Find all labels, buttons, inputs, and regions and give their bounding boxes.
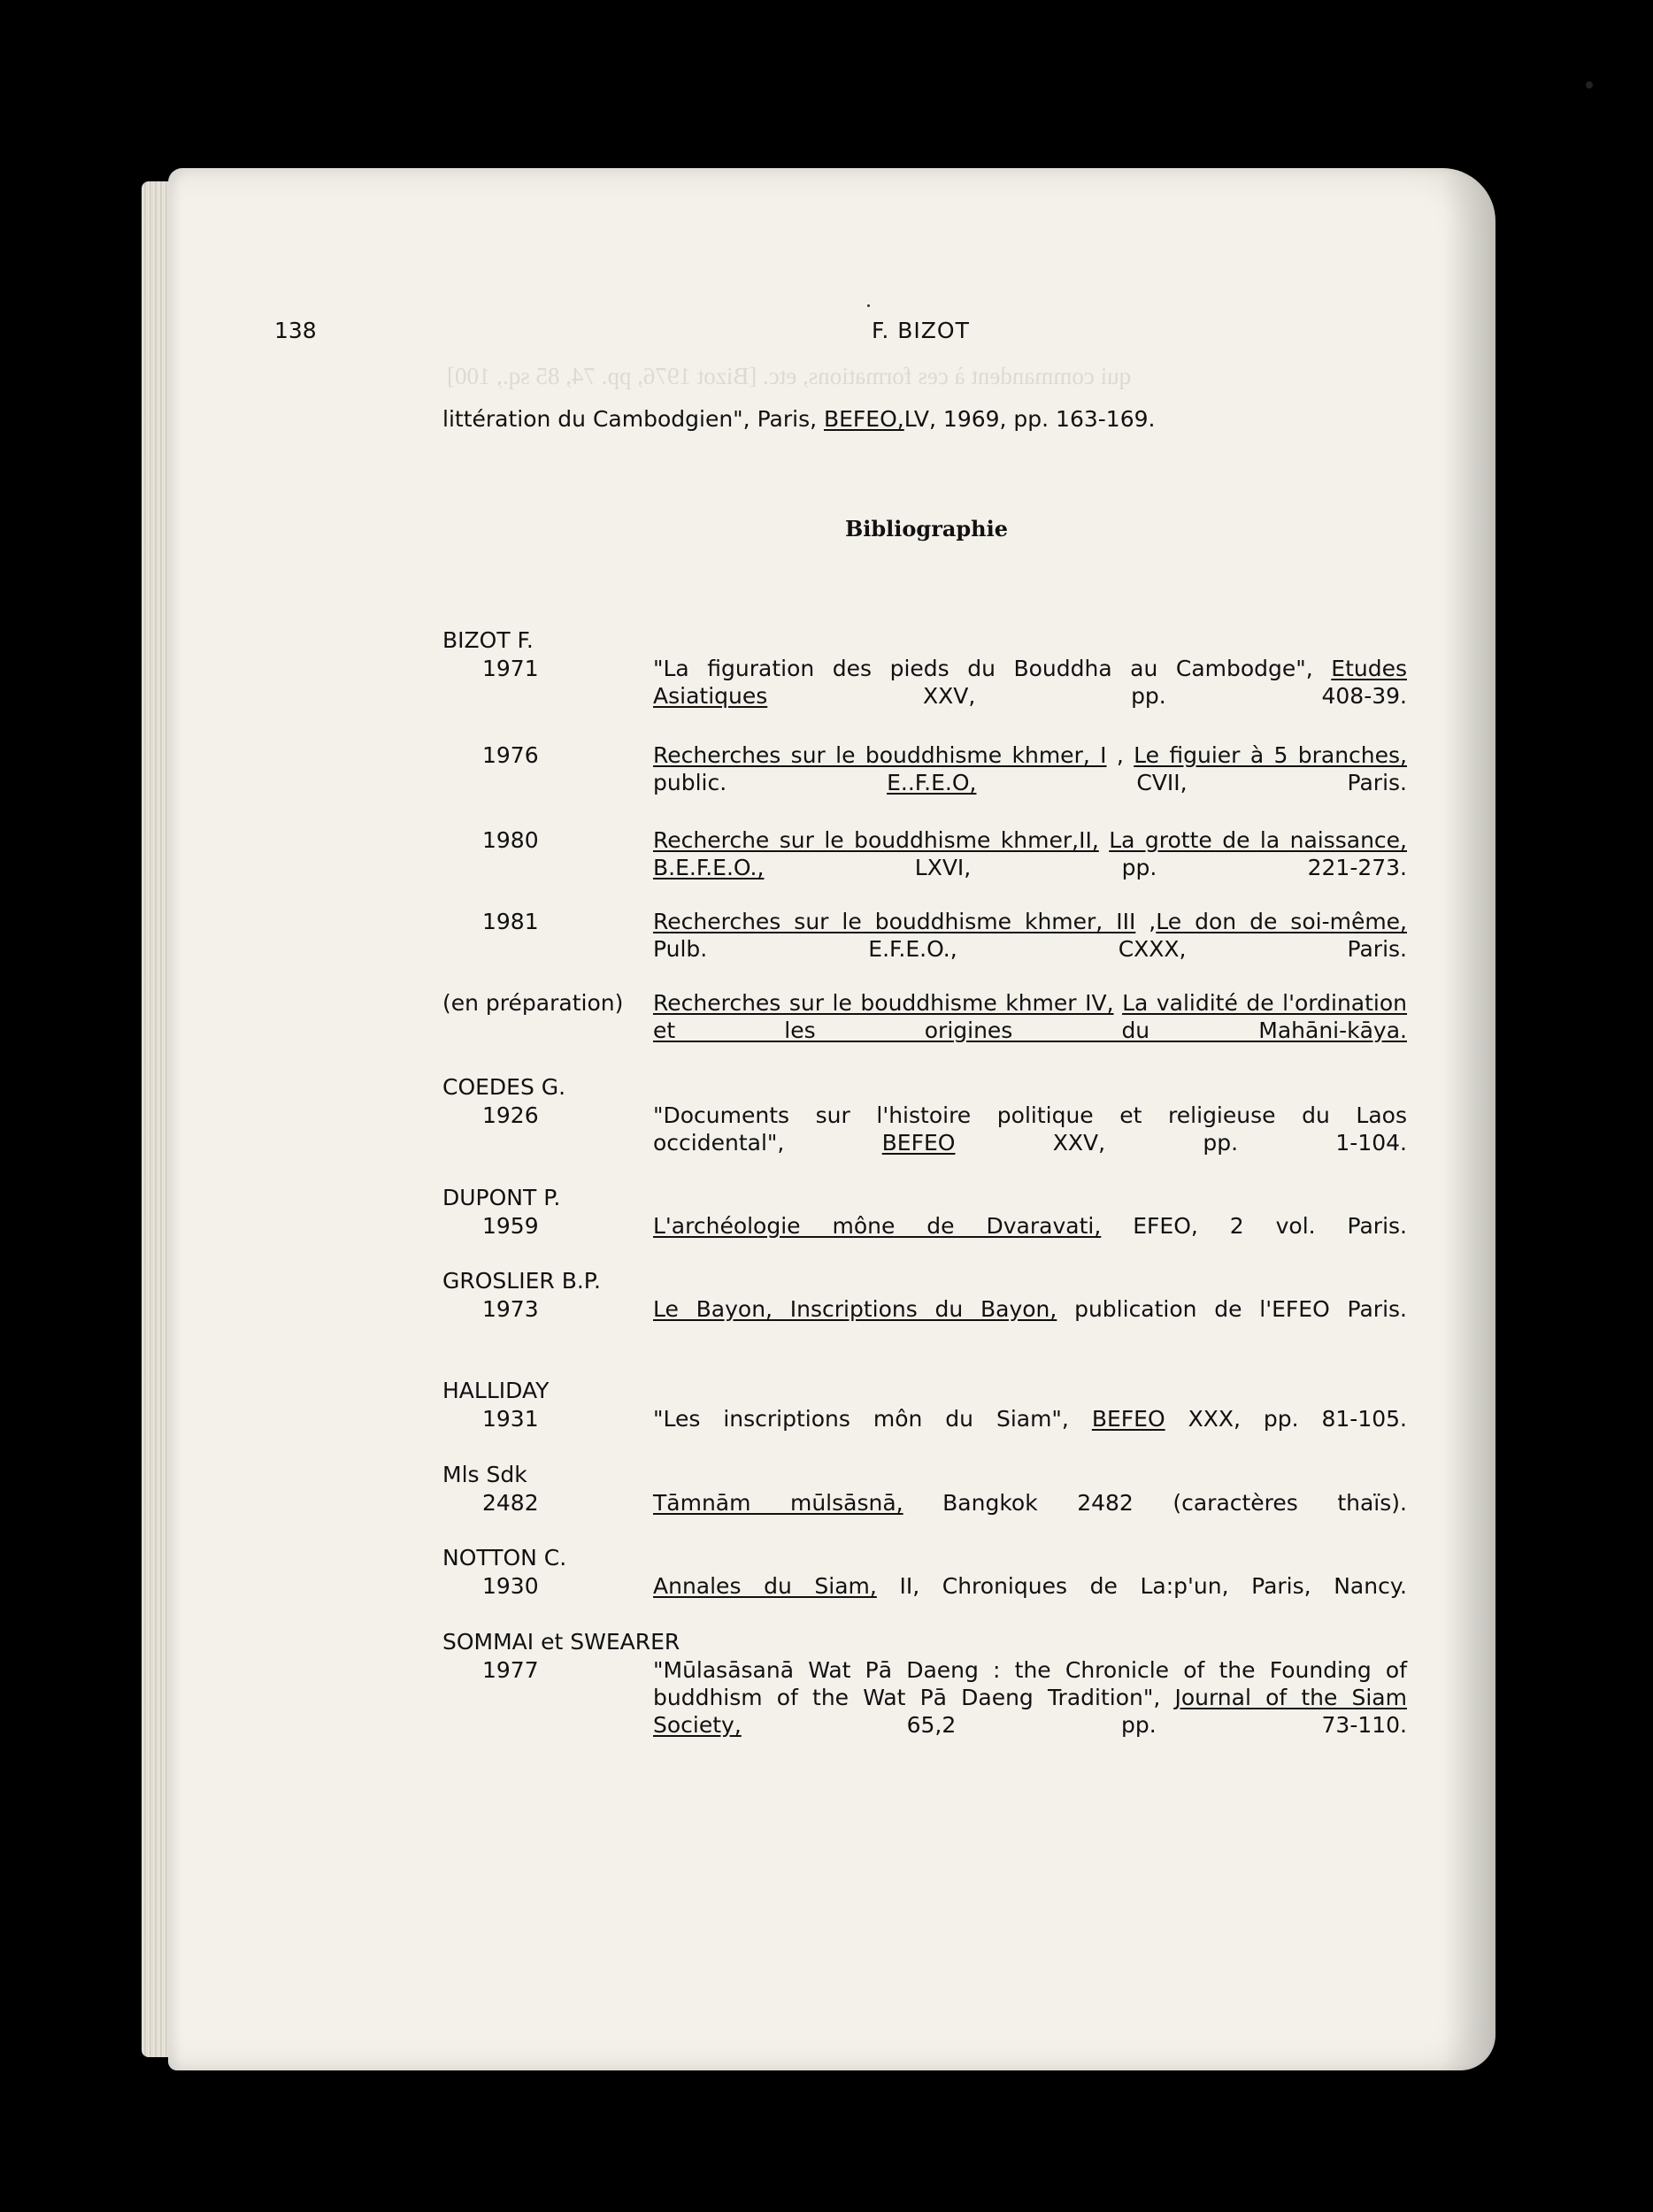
bib-entry-text <box>653 655 1407 710</box>
entry-part: II, Chroniques de La:p'un, Paris, Nancy. <box>876 1573 1407 1599</box>
entry-part: public. <box>653 770 888 795</box>
entry-part: "Les inscriptions môn du Siam", <box>653 1406 1092 1432</box>
bib-year: 1981 <box>482 909 539 934</box>
speck <box>1586 81 1593 88</box>
entry-part: Bangkok 2482 (caractères thaïs). <box>903 1490 1407 1516</box>
bib-author: GROSLIER B.P. <box>442 1268 601 1294</box>
entry-part <box>1114 990 1123 1016</box>
entry-underlined: Recherche sur le bouddhisme khmer,II, <box>653 827 1099 853</box>
ink-dot <box>867 304 870 307</box>
entry-underlined: Le figuier à 5 branches, <box>1134 742 1407 768</box>
bib-author: Mls Sdk <box>442 1462 527 1487</box>
bib-year: 1980 <box>482 827 539 853</box>
bib-entry-text <box>653 908 1407 963</box>
bib-entry-text <box>653 826 1407 881</box>
bib-year: 1973 <box>482 1296 539 1322</box>
bib-entry-text <box>653 1212 1407 1240</box>
section-title: Bibliographie <box>845 516 1009 541</box>
bib-year: (en préparation) <box>442 990 624 1016</box>
entry-part: EFEO, 2 vol. Paris. <box>1101 1213 1407 1239</box>
continuation-before: littération du Cambodgien", Paris, <box>442 406 824 432</box>
bib-year: 1926 <box>482 1102 539 1128</box>
entry-underlined: B.E.F.E.O., <box>653 855 765 880</box>
continuation-after: LV, 1969, pp. 163-169. <box>903 406 1156 432</box>
entry-underlined: BEFEO <box>881 1130 956 1156</box>
entry-underlined: BEFEO <box>1091 1406 1165 1432</box>
bib-entry-text <box>653 741 1407 796</box>
bib-entry-text <box>653 1489 1407 1517</box>
entry-part: XXX, pp. 81-105. <box>1165 1406 1407 1432</box>
entry-part: XXV, pp. 1-104. <box>955 1130 1407 1156</box>
bib-author: SOMMAI et SWEARER <box>442 1629 680 1655</box>
bib-entry-text <box>653 989 1407 1044</box>
entry-part: , <box>1135 909 1157 934</box>
entry-part: , <box>1106 742 1134 768</box>
bib-year: 1930 <box>482 1573 539 1599</box>
entry-part: XXV, pp. 408-39. <box>767 683 1407 709</box>
entry-part: Pulb. E.F.E.O., CXXX, Paris. <box>653 936 1407 962</box>
bib-year: 1977 <box>482 1657 539 1683</box>
bib-year: 1971 <box>482 656 539 681</box>
entry-underlined: Recherches sur le bouddhisme khmer, III <box>653 909 1136 934</box>
bib-entry-text <box>653 1405 1407 1432</box>
entry-underlined: Recherches sur le bouddhisme khmer IV, <box>653 990 1114 1016</box>
page-number: 138 <box>274 318 317 343</box>
bib-entry-text <box>653 1102 1407 1156</box>
entry-underlined: E..F.E.O, <box>887 770 977 795</box>
entry-part: publication de l'EFEO Paris. <box>1057 1296 1407 1322</box>
entry-underlined: La validité de l'ordination et les origines du Mahāni-kāya. <box>653 990 1408 1043</box>
bib-entry-text <box>653 1295 1407 1323</box>
footnote-continuation <box>442 405 1155 433</box>
continuation-journal: BEFEO, <box>823 406 904 432</box>
entry-underlined: Le Bayon, Inscriptions du Bayon, <box>653 1296 1057 1322</box>
entry-underlined: L'archéologie mône de Dvaravati, <box>653 1213 1102 1239</box>
entry-part <box>1099 827 1109 853</box>
entry-part: "La figuration des pieds du Bouddha au Cambodge", <box>653 656 1332 681</box>
bib-entry-text <box>653 1656 1407 1739</box>
entry-underlined: Annales du Siam, <box>653 1573 877 1599</box>
page-curve-shadow <box>1442 168 1495 2070</box>
bib-year: 1959 <box>482 1213 539 1239</box>
bib-author: DUPONT P. <box>442 1185 561 1210</box>
entry-part: "Documents sur l'histoire politique et religieuse du Laos occidental", <box>653 1102 1407 1156</box>
bib-year: 1931 <box>482 1406 539 1432</box>
bib-year: 1976 <box>482 742 539 768</box>
entry-part: LXVI, pp. 221-273. <box>764 855 1407 880</box>
bib-year: 2482 <box>482 1490 539 1516</box>
running-head: F. BIZOT <box>872 318 970 343</box>
entry-underlined: Etudes Asiatiques <box>653 656 1407 709</box>
entry-underlined: Recherches sur le bouddhisme khmer, I <box>653 742 1107 768</box>
entry-underlined: Tāmnām mūlsāsnā, <box>653 1490 903 1516</box>
entry-part: 65,2 pp. 73-110. <box>741 1712 1407 1738</box>
bib-author: BIZOT F. <box>442 627 534 653</box>
bib-entry-text <box>653 1572 1407 1600</box>
bib-author: HALLIDAY <box>442 1378 550 1403</box>
bib-author: NOTTON C. <box>442 1545 567 1571</box>
entry-part: CVII, Paris. <box>976 770 1407 795</box>
entry-part: "Mūlasāsanā Wat Pā Daeng : the Chronicle of the Founding of buddhism of the Wat Pā Daeng Tradition", <box>653 1657 1407 1710</box>
entry-underlined: La grotte de la naissance, <box>1109 827 1407 853</box>
entry-underlined: Journal of the Siam Society, <box>653 1685 1407 1738</box>
bib-author: COEDES G. <box>442 1074 566 1100</box>
entry-underlined: Le don de soi-même, <box>1156 909 1407 934</box>
